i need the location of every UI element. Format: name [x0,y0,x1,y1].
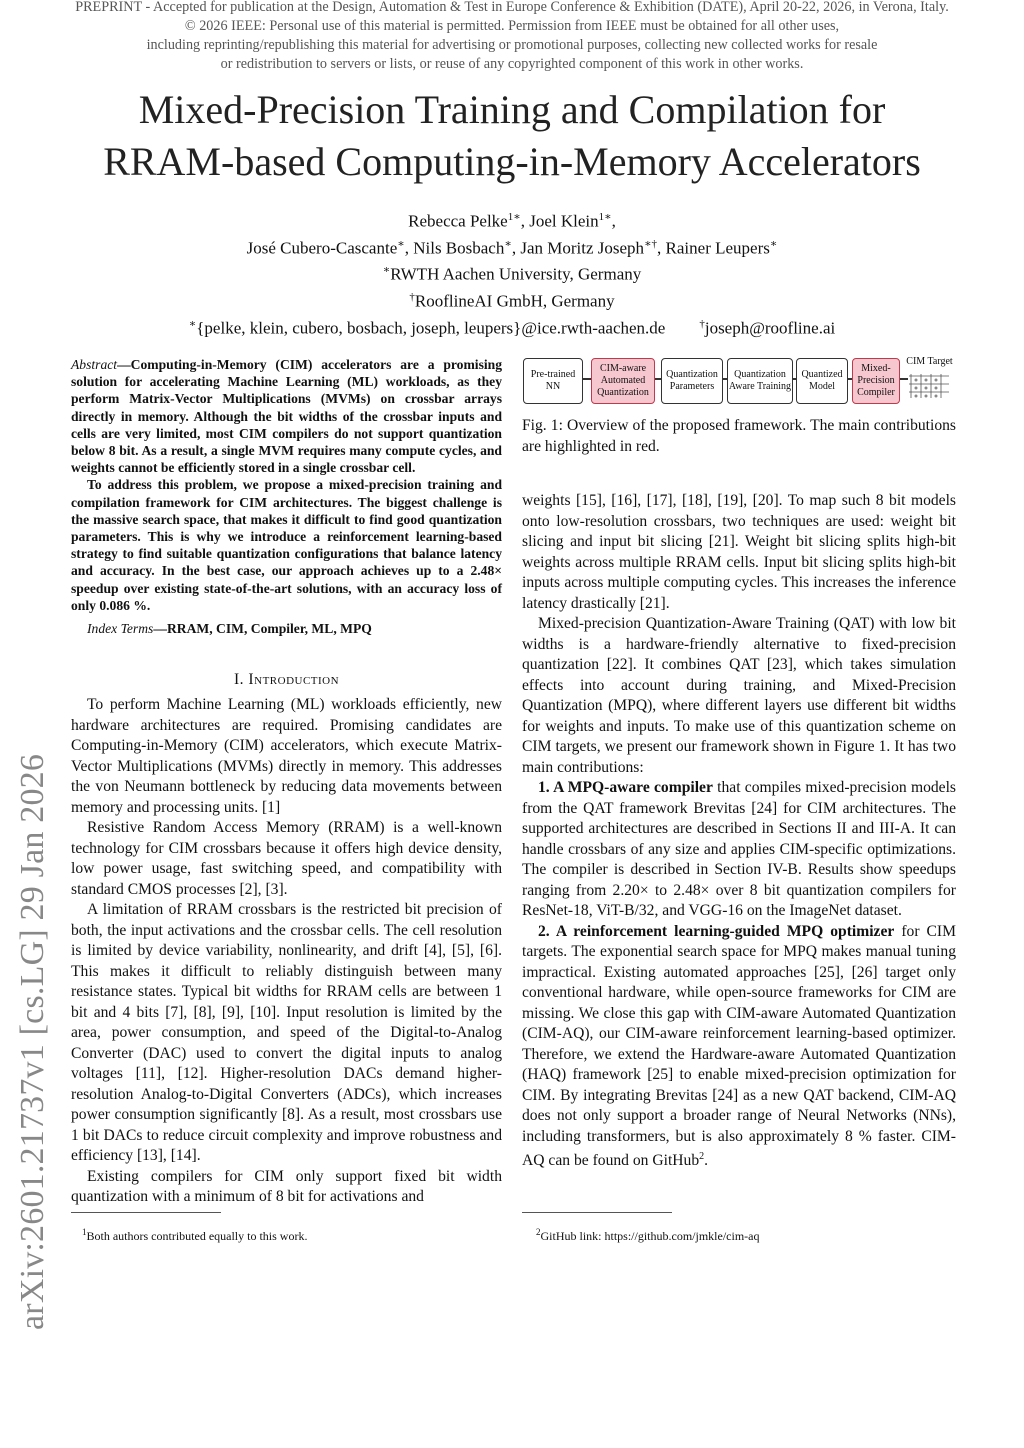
affiliation-mark: ∗ [382,264,391,277]
author-mark: ∗ [504,237,512,250]
email-line [0,313,1024,340]
footnote-link[interactable]: GitHub link: https://github.com/jmkle/cim-aq [540,1229,760,1243]
email-address[interactable]: {pelke, klein, cubero, bosbach, joseph, leupers}@ice.rwth-aachen.de [196,318,666,338]
introduction-body [71,695,502,1208]
title-line-2: RRAM-based Computing-in-Memory Accelerators [103,139,921,184]
arrow-icon [583,378,591,380]
author-mark: ∗ [397,237,405,250]
footnote-1 [82,1225,502,1244]
email-address[interactable]: joseph@roofline.ai [704,318,836,338]
author-name: , Nils Bosbach [404,238,505,258]
abstract-paragraph-2: To address this problem, we propose a mixed-precision training and compilation framework for CIM architectures. The biggest challenge is the massive search space, that makes it difficult to find good quantization parameters. This is why we introduce a reinforcement learning-based strategy to find suitable quantization configurations that balance latency and accuracy. In the best case, our approach achieves up to a 2.48× speedup over existing state-of-the-art solutions, with an accuracy loss of only 0.086 %. [71,477,502,613]
author-line-1 [0,206,1024,233]
contribution-1-lead: 1. A MPQ-aware compiler [538,779,713,796]
figure-box-cim-aq [591,358,655,404]
author-mark: 1∗ [598,211,612,223]
intro-paragraph-4: Existing compilers for CIM only support fixed bit width quantization with a minimum of 8 bit for activations and [71,1167,502,1205]
figure-box-qat [727,358,793,404]
notice-line-3: including reprinting/republishing this material for advertising or promotional purposes, collecting new collected works for resale [146,37,878,53]
right-column-body [522,491,956,1172]
figure-cim-target [903,356,956,402]
author-separator: , [611,211,616,231]
contribution-1 [522,778,956,922]
figure-box-label: Quantized Model [801,369,843,392]
abstract-lead: Abstract [71,357,118,372]
figure-box-label: CIM Target [906,356,953,367]
notice-line-1: PREPRINT - Accepted for publication at the Design, Automation & Test in Europe Conference & Exhibition (DATE), April 20-22, 2026, in Verona, Italy. [75,0,949,15]
crossbar-icon [907,370,953,402]
abstract [71,356,502,637]
preprint-notice [0,0,1024,74]
notice-line-2: © 2026 IEEE: Personal use of this material is permitted. Permission from IEEE must be obtained for all other uses, [184,18,840,34]
contribution-2-lead: 2. A reinforcement learning-guided MPQ optimizer [538,922,895,940]
figure-box-label: Quantization Aware Training [728,369,792,392]
footnote-rule [522,1212,672,1213]
notice-line-4: or redistribution to servers or lists, or reuse of any copyrighted component of this work in other works. [220,56,804,72]
index-terms-lead: Index Terms [87,621,154,637]
abstract-paragraph-1: —Computing-in-Memory (CIM) accelerators are a promising solution for accelerating Machine Learning (ML) workloads, as they perform Matrix-Vector Multiplications (MVMs) on crossbar arrays directly in memory. Although the bit widths of the crossbar inputs and cells are very limited, most CIM compilers do not support quantization below 8 bit. As a result, a single MVM requires many compute cycles, and weights cannot be efficiently stored in a single crossbar cell. [71,357,502,476]
section-heading: I. Introduction [233,671,340,688]
intro-paragraph-3: A limitation of RRAM crossbars is the restricted bit precision of both, the input activations and the crossbar cells. The cell resolution is limited by device variability, nonlinearity, and drift [4], [5], [6]. This makes it difficult to reliably distinguish between many resistance states. Typical bit widths for RRAM cells are between 1 bit and 4 bits [7], [8], [9], [10]. Input resolution is limited by the area, power consumption, and speed of the Digital-to-Analog Converter (DAC) used to convert the digital inputs to analog voltages [11], [12]. Higher-resolution DACs demand higher-resolution Analog-to-Digital Converters (ADCs), which increases power consumption significantly [8]. As a result, most crossbars use 1 bit DACs to reduce circuit complexity and improve robustness and efficiency [13], [14]. [71,901,502,1164]
author-name: Rebecca Pelke [408,211,508,231]
author-mark: 1∗ [507,211,521,223]
right-paragraph-1: weights [15], [16], [17], [18], [19], [20]. To map such 8 bit models onto low-resolution crossbars, two techniques are used: weight bit slicing and input bit slicing [21]. Weight bit slicing splits high-bit weights across multiple RRAM cells. Input bit slicing splits high-bit inputs across multiple computing cycles. This increases the inference latency drastically [21]. [522,492,956,612]
footnote-mark: 1 [82,1227,87,1237]
figure-box-label: Pre-trained NN [530,369,576,392]
arxiv-identifier: arXiv:2601.21737v1 [cs.LG] 29 Jan 2026 [14,753,51,1330]
footnote-rule [71,1212,221,1213]
contribution-2 [522,922,956,1172]
author-block [0,206,1024,339]
figure-box-label: Mixed-Precision Compiler [857,363,895,398]
figure-box-quant-params [661,358,723,404]
author-name: José Cubero-Cascante [246,238,398,258]
author-name: , Jan Moritz Joseph [511,238,645,258]
email-mark: ∗ [188,317,197,330]
footnote-2 [536,1225,956,1244]
footnote-text: Both authors contributed equally to this work. [86,1229,308,1243]
author-mark: ∗† [644,237,658,250]
contribution-2-text: for CIM targets. The exponential search space for MPQ makes manual tuning impractical. Existing automated approaches [25], [26] target only conventional hardware, while open-source frameworks for CIM are missing. We close this gap with CIM-aware Automated Quantization (CIM-AQ), our CIM-aware reinforcement learning-based optimizer. Therefore, we extend the Hardware-aware Automated Quantization (HAQ) framework [25] to enable mixed-precision optimization for CIM. By integrating Brevitas [24] as a new QAT backend, CIM-AQ does not only support a broader range of Neural Networks (NNs), including transformers, but is also approximately 8 % faster. CIM-AQ can be found on GitHub [522,922,956,1170]
index-terms: —RRAM, CIM, Compiler, ML, MPQ [153,621,372,637]
figure-caption: Fig. 1: Overview of the proposed framework. The main contributions are highlighted in red. [522,417,956,455]
sentence-end: . [704,1152,709,1170]
intro-paragraph-1: To perform Machine Learning (ML) workloads efficiently, new hardware architectures are required. Promising candidates are Computing-in-Memory (CIM) accelerators, which execute Matrix-Vector Multiplications (MVMs) directly in memory. This addresses the von Neumann bottleneck by reducing data movements between memory and processing units. [1] [71,696,502,816]
figure-box-compiler [852,358,900,404]
footnote-ref: 2 [699,1151,705,1162]
figure-box-label: CIM-aware Automated Quantization [597,363,649,398]
right-paragraph-2: Mixed-precision Quantization-Aware Training (QAT) with low bit widths is a hardware-friendly alternative to fixed-precision quantization [22]. It combines QAT [23], which takes simulation effects into account during training, and Mixed-Precision Quantization (MPQ), where different layers use different bit widths for weights and inputs. To make use of this quantization scheme on CIM targets, we present our framework shown in Figure 1. It has two main contributions: [522,615,956,776]
affiliation-text: RooflineAI GmbH, Germany [414,291,615,311]
contribution-1-text: that compiles mixed-precision models from the QAT framework Brevitas [24] for CIM architectures. The supported architectures are described in Sections II and III-A. It can handle crossbars of any size and applies CIM-specific optimizations. The compiler is described in Section IV-B. Results show speedups ranging from 2.20× to 2.48× over 8 bit quantization compilers for ResNet-18, ViT-B/32, and VGG-16 on the ImageNet dataset. [522,779,956,919]
affiliation-2 [0,286,1024,313]
intro-paragraph-2: Resistive Random Access Memory (RRAM) is a well-known technology for CIM crossbars because it offers high device density, low power usage, fast switching speed, and compatibility with standard CMOS processes [2], [3]. [71,819,502,898]
figure-box-pretrained-nn [523,358,583,404]
title-line-1: Mixed-Precision Training and Compilation for [138,87,886,132]
figure-box-label: Quantization Parameters [666,369,718,392]
author-name: , Rainer Leupers [657,238,770,258]
author-name: , Joel Klein [520,211,599,231]
affiliation-mark: † [409,290,415,303]
affiliation-text: RWTH Aachen University, Germany [390,264,642,284]
figure-box-quantized-model [796,358,848,404]
affiliation-1 [0,259,1024,286]
paper-title [0,84,1024,188]
author-line-2 [0,233,1024,260]
email-mark: † [699,317,705,330]
footnote-mark: 2 [536,1227,541,1237]
author-mark: ∗ [769,237,778,250]
